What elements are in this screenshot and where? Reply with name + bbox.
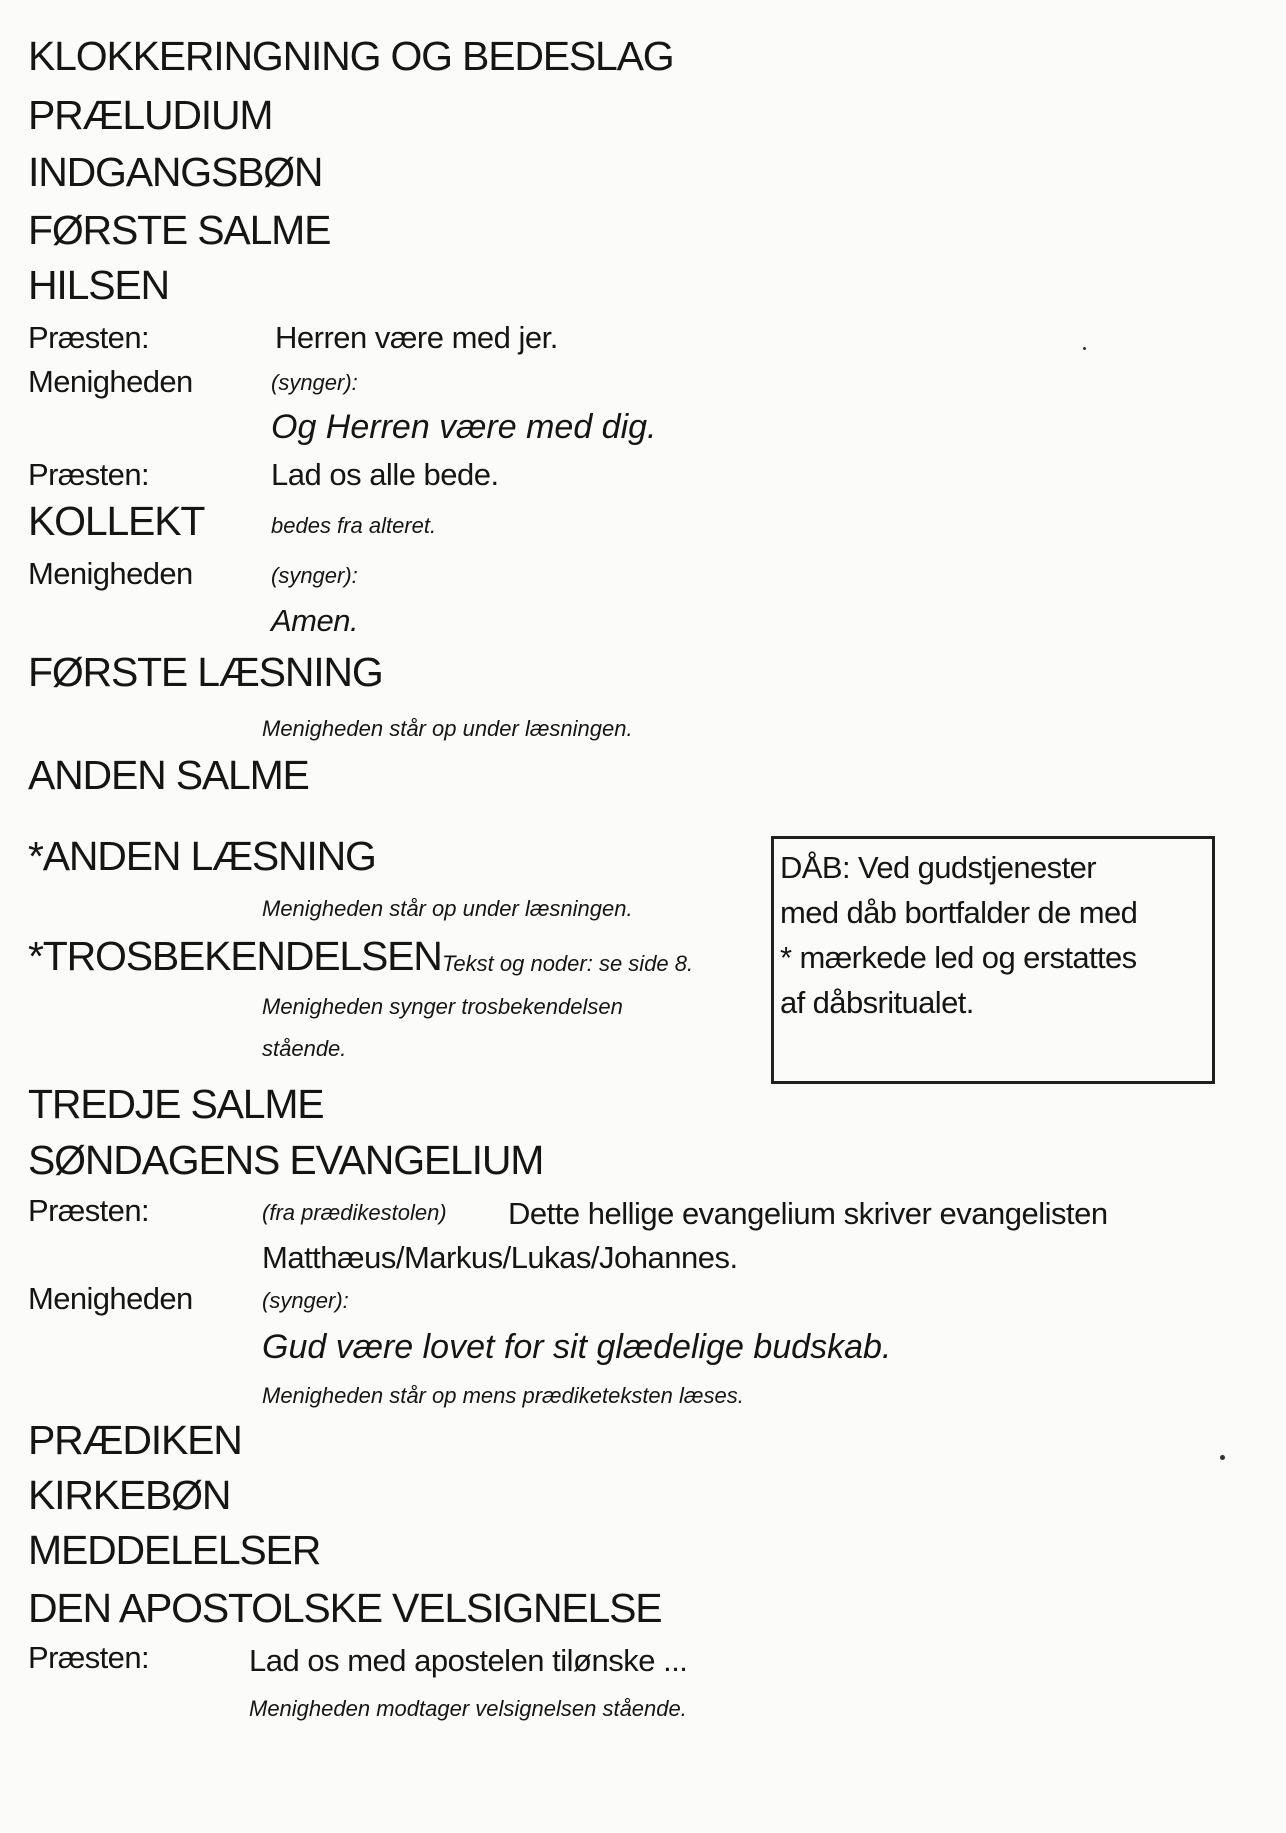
congregation-response: Gud være lovet for sit glædelige budskab. xyxy=(262,1328,892,1366)
heading-tredje-salme: TREDJE SALME xyxy=(28,1081,324,1127)
heading-hilsen: HILSEN xyxy=(28,262,169,308)
baptism-note-line: med dåb bortfalder de med xyxy=(780,895,1138,930)
gospel-intro-text: Dette hellige evangelium skriver evangelisten xyxy=(508,1196,1108,1231)
heading-anden-laesning: *ANDEN LÆSNING xyxy=(28,833,376,879)
creed-note-continued: stående. xyxy=(262,1036,347,1061)
gospel-intro-text-continued: Matthæus/Markus/Lukas/Johannes. xyxy=(262,1240,738,1275)
standing-note: Menigheden står op mens prædiketeksten læses. xyxy=(262,1383,744,1408)
heading-kirkebon: KIRKEBØN xyxy=(28,1472,231,1518)
kollekt-note: bedes fra alteret. xyxy=(271,513,437,538)
heading-evangelium: SØNDAGENS EVANGELIUM xyxy=(28,1137,544,1183)
line-text: Lad os alle bede. xyxy=(271,457,499,492)
congregation-response: Og Herren være med dig. xyxy=(271,408,657,446)
reference-note: Tekst og noder: se side 8. xyxy=(442,951,694,976)
role-praesten: Præsten: xyxy=(28,1640,149,1675)
standing-note: Menigheden står op under læsningen. xyxy=(262,896,633,921)
heading-klokkeringning: KLOKKERINGNING OG BEDESLAG xyxy=(28,33,674,79)
heading-trosbekendelsen: *TROSBEKENDELSEN xyxy=(28,933,442,979)
baptism-note-line: af dåbsritualet. xyxy=(780,985,974,1020)
heading-kollekt: KOLLEKT xyxy=(28,498,205,544)
heading-praeludium: PRÆLUDIUM xyxy=(28,92,273,138)
baptism-note-line xyxy=(780,852,1096,883)
role-menigheden: Menigheden xyxy=(28,556,193,591)
role-praesten: Præsten: xyxy=(28,1193,149,1228)
pulpit-note: (fra prædikestolen) xyxy=(262,1200,447,1225)
standing-note: Menigheden står op under læsningen. xyxy=(262,716,633,741)
scan-speck xyxy=(1220,1455,1225,1460)
role-praesten: Præsten: xyxy=(28,457,149,492)
creed-note: Menigheden synger trosbekendelsen xyxy=(262,994,623,1019)
heading-meddelelser: MEDDELELSER xyxy=(28,1527,321,1573)
singing-note: (synger): xyxy=(271,370,358,395)
blessing-text: Lad os med apostelen tilønske ... xyxy=(249,1643,688,1678)
heading-forste-laesning: FØRSTE LÆSNING xyxy=(28,649,383,695)
heading-anden-salme: ANDEN SALME xyxy=(28,752,309,798)
heading-praediken: PRÆDIKEN xyxy=(28,1417,242,1463)
heading-forste-salme: FØRSTE SALME xyxy=(28,207,331,253)
baptism-note-text: DÅB: Ved gudstjenester xyxy=(780,850,1096,885)
singing-note: (synger): xyxy=(262,1288,349,1313)
blessing-note: Menigheden modtager velsignelsen stående. xyxy=(249,1696,687,1721)
role-menigheden: Menigheden xyxy=(28,1281,193,1316)
heading-velsignelse: DEN APOSTOLSKE VELSIGNELSE xyxy=(28,1585,662,1631)
congregation-response: Amen. xyxy=(271,603,359,638)
singing-note: (synger): xyxy=(271,563,358,588)
baptism-note-box xyxy=(771,836,1215,1084)
baptism-note-line: * mærkede led og erstattes xyxy=(780,940,1137,975)
line-text: Herren være med jer. xyxy=(275,320,558,355)
role-praesten: Præsten: xyxy=(28,320,149,355)
role-menigheden: Menigheden xyxy=(28,364,193,399)
scan-speck xyxy=(1083,347,1086,350)
heading-indgangsbon: INDGANGSBØN xyxy=(28,149,323,195)
